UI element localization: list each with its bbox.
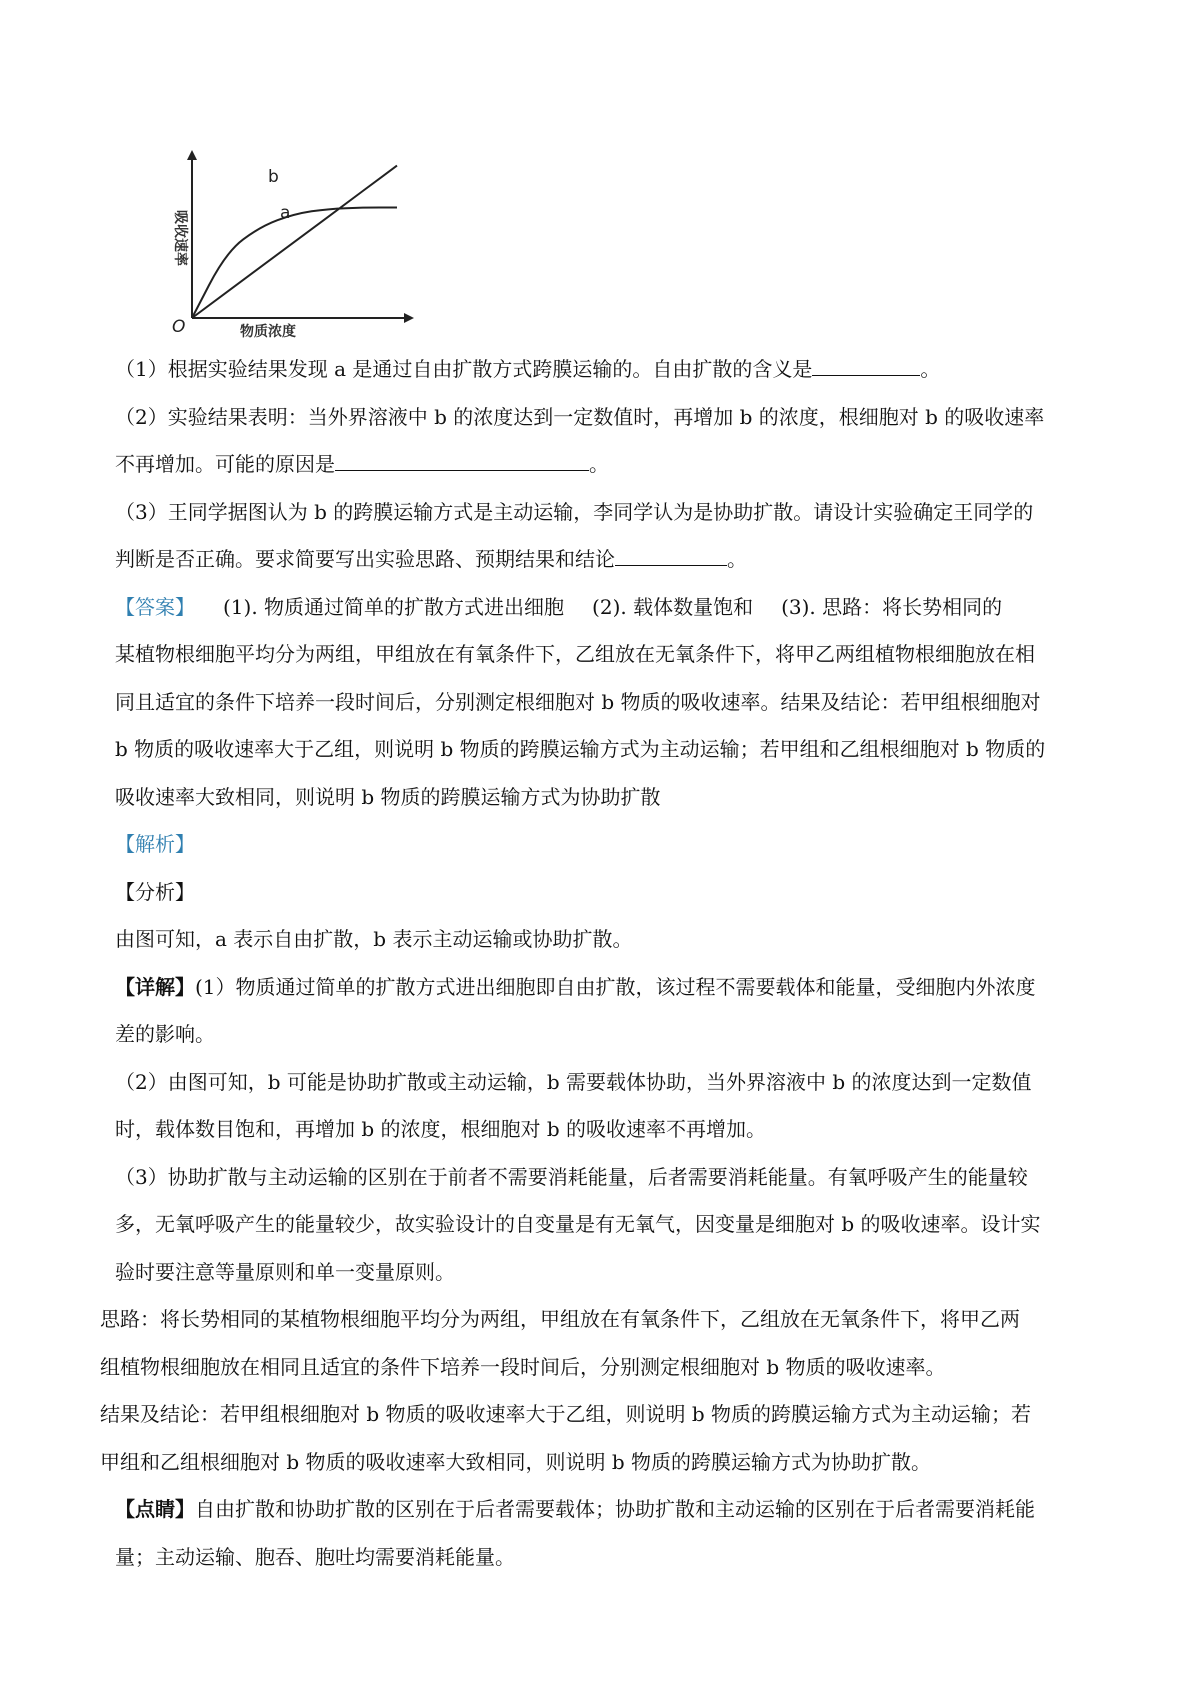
detail-3-text-2: 多，无氧呼吸产生的能量较少，故实验设计的自变量是有无氧气，因变量是细胞对 b 的吸收速率。设计实 (115, 1212, 1041, 1236)
result-line-1 (100, 1402, 1080, 1426)
question-3-line-2 (115, 547, 1095, 571)
fenxi-line (115, 927, 1095, 951)
silu-line-1 (100, 1307, 1080, 1331)
answer-text-5: 吸收速率大致相同，则说明 b 物质的跨膜运输方式为协助扩散 (115, 785, 661, 809)
detail-2-text-2: 时，载体数目饱和，再增加 b 的浓度，根细胞对 b 的吸收速率不再增加。 (115, 1117, 767, 1141)
series-b-line (192, 208, 397, 319)
fenxi-heading (115, 880, 1095, 904)
answer-part-1: (1). 物质通过简单的扩散方式进出细胞 (223, 595, 565, 619)
detail-3-line-1 (115, 1165, 1095, 1189)
detail-1-text-1: (1）物质通过简单的扩散方式进出细胞即自由扩散，该过程不需要载体和能量，受细胞内外浓度 (195, 975, 1036, 999)
y-axis-arrow (187, 150, 197, 160)
result-text-2: 甲组和乙组根细胞对 b 物质的吸收速率大致相同，则说明 b 物质的跨膜运输方式为协助扩散。 (100, 1450, 932, 1474)
answer-line-1 (115, 595, 1095, 619)
question-1-end: 。 (920, 357, 941, 381)
chart-svg (170, 150, 420, 340)
curve-b-label: b (268, 167, 279, 187)
detail-1-text-2: 差的影响。 (115, 1022, 215, 1046)
question-1-text: （1）根据实验结果发现 a 是通过自由扩散方式跨膜运输的。自由扩散的含义是 (115, 357, 813, 381)
fenxi-tag: 【分析】 (115, 880, 195, 904)
answer-text-3: 同且适宜的条件下培养一段时间后，分别测定根细胞对 b 物质的吸收速率。结果及结论：若甲组根细胞对 (115, 690, 1041, 714)
answer-part-2: (2). 载体数量饱和 (592, 595, 754, 619)
answer-text-4: b 物质的吸收速率大于乙组，则说明 b 物质的跨膜运输方式为主动运输；若甲组和乙组根细胞对 b 物质的 (115, 737, 1046, 761)
dianjing-tag: 【点睛】 (115, 1497, 195, 1521)
answer-line-5 (115, 785, 1095, 809)
silu-line-2 (100, 1355, 1080, 1379)
answer-text-2: 某植物根细胞平均分为两组，甲组放在有氧条件下，乙组放在无氧条件下，将甲乙两组植物根细胞放在相 (115, 642, 1035, 666)
answer-line-3 (115, 690, 1095, 714)
analysis-heading (115, 832, 1095, 856)
result-line-2 (100, 1450, 1080, 1474)
detail-3-text-1: （3）协助扩散与主动运输的区别在于前者不需要消耗能量，后者需要消耗能量。有氧呼吸产生的能量较 (115, 1165, 1028, 1189)
question-2-end: 。 (589, 452, 609, 476)
absorption-rate-chart (170, 150, 420, 340)
answer-tag: 【答案】 (115, 595, 195, 619)
question-3-text-1: （3）王同学据图认为 b 的跨膜运输方式是主动运输，李同学认为是协助扩散。请设计实验确定王同学的 (115, 500, 1034, 524)
detail-2-line-1 (115, 1070, 1095, 1094)
question-3-end: 。 (727, 547, 747, 571)
question-2-blank[interactable] (335, 452, 589, 471)
question-3-blank[interactable] (615, 547, 727, 566)
silu-text-2: 组植物根细胞放在相同且适宜的条件下培养一段时间后，分别测定根细胞对 b 物质的吸收速率。 (100, 1355, 946, 1379)
dianjing-line-2 (115, 1545, 1095, 1569)
detail-3-line-2 (115, 1212, 1095, 1236)
analysis-tag: 【解析】 (115, 832, 195, 856)
x-axis-label: 物质浓度 (240, 324, 296, 340)
x-axis-arrow (404, 313, 414, 323)
detail-line-2 (115, 1022, 1095, 1046)
question-3-text-2: 判断是否正确。要求简要写出实验思路、预期结果和结论 (115, 547, 615, 571)
answer-part-3: (3). 思路：将长势相同的 (781, 595, 1003, 619)
result-text-1: 结果及结论：若甲组根细胞对 b 物质的吸收速率大于乙组，则说明 b 物质的跨膜运输方式为主动运输；若 (100, 1402, 1032, 1426)
silu-text-1: 思路：将长势相同的某植物根细胞平均分为两组，甲组放在有氧条件下，乙组放在无氧条件下，将甲乙两 (100, 1307, 1020, 1331)
dianjing-text-1: 自由扩散和协助扩散的区别在于后者需要载体；协助扩散和主动运输的区别在于后者需要消耗能 (195, 1497, 1035, 1521)
detail-tag: 【详解】 (115, 975, 195, 999)
dianjing-line-1 (115, 1497, 1095, 1521)
dianjing-text-2: 量；主动运输、胞吞、胞吐均需要消耗能量。 (115, 1545, 515, 1569)
question-2-line-1 (115, 405, 1095, 429)
detail-2-line-2 (115, 1117, 1095, 1141)
answer-line-2 (115, 642, 1095, 666)
curve-a-label: a (280, 203, 291, 223)
question-2-text-2: 不再增加。可能的原因是 (115, 452, 335, 476)
detail-3-text-3: 验时要注意等量原则和单一变量原则。 (115, 1260, 455, 1284)
detail-line-1 (115, 975, 1095, 999)
question-2-line-2 (115, 452, 1095, 476)
series-a-line (192, 166, 397, 318)
question-3-line-1 (115, 500, 1095, 524)
question-2-text-1: （2）实验结果表明：当外界溶液中 b 的浓度达到一定数值时，再增加 b 的浓度，根细胞对 b 的吸收速率 (115, 405, 1045, 429)
y-axis-label: 吸收速率 (172, 210, 188, 266)
question-1-blank[interactable] (812, 357, 920, 376)
detail-2-text-1: （2）由图可知，b 可能是协助扩散或主动运输，b 需要载体协助，当外界溶液中 b 的浓度达到一定数值 (115, 1070, 1032, 1094)
fenxi-text: 由图可知，a 表示自由扩散，b 表示主动运输或协助扩散。 (115, 927, 633, 951)
answer-line-4 (115, 737, 1095, 761)
detail-3-line-3 (115, 1260, 1095, 1284)
origin-label: O (172, 317, 186, 337)
question-1 (115, 357, 1095, 381)
